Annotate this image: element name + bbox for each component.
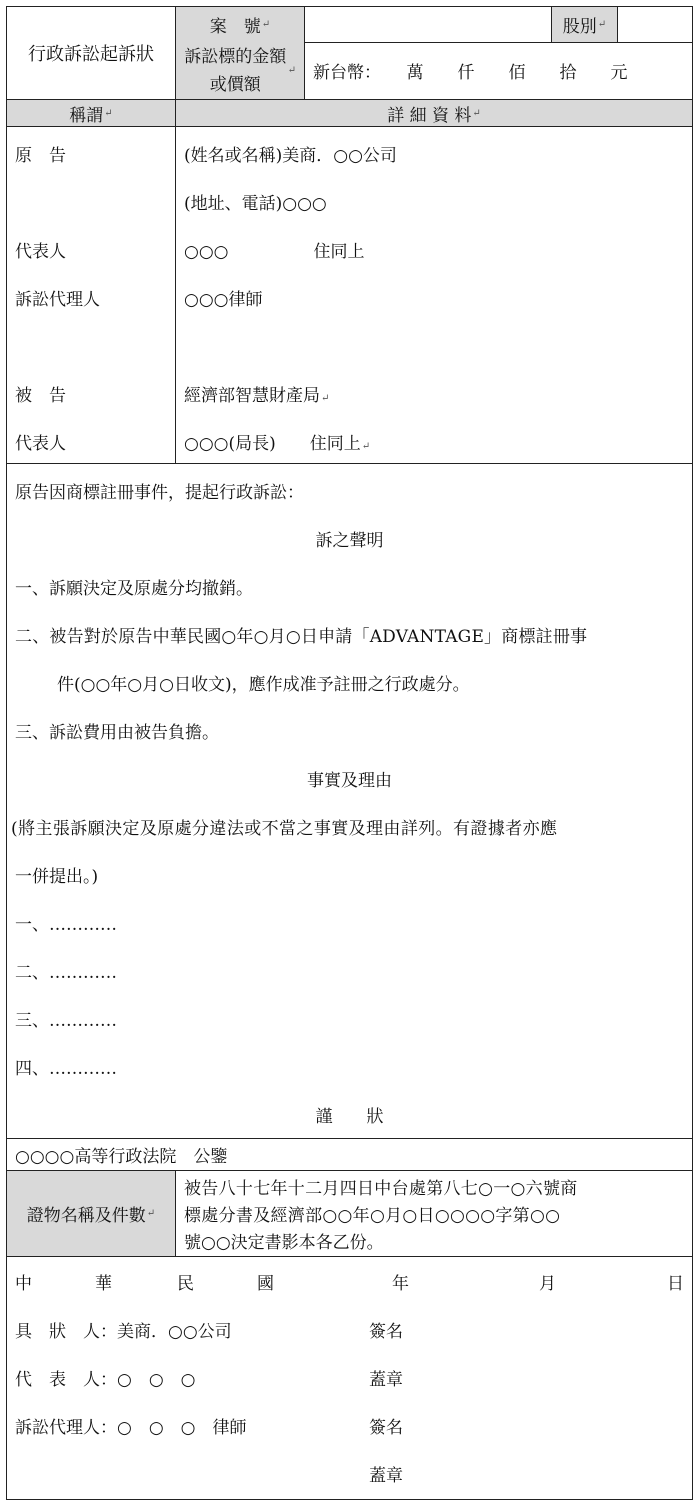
form-header [7,7,692,100]
case-number-field[interactable] [304,7,551,42]
fact-item-2: 二、………… [15,963,117,983]
defendant-rep-detail: ○○○(局長) 住同上↵ [184,434,371,454]
evidence-line-3: 號○○決定書影本各乙份。 [184,1233,384,1253]
claim-amount-label: 訴訟標的金額或價額 ↵ [176,42,304,99]
plaintiff-rep-detail: ○○○ 住同上 [184,242,365,262]
date-day: 日 [667,1274,684,1294]
signer-attorney-mark: 簽名 [369,1418,403,1438]
role-plaintiff: 原 告 [15,146,66,166]
signer-attorney: 訴訟代理人：○ ○ ○ 律師 [15,1418,247,1438]
date-year: 年 [392,1274,409,1294]
evidence-line-1: 被告八十七年十二月四日中台處第八七○一○六號商 [184,1179,578,1199]
date-min: 民 [177,1274,194,1294]
claims-heading: 訴之聲明 [315,531,384,551]
date-zh: 中 [15,1274,32,1294]
column-header [7,100,692,127]
date-guo: 國 [257,1274,274,1294]
date-month: 月 [539,1274,556,1294]
signer-rep: 代 表 人：○ ○ ○ [15,1370,196,1390]
signer-filer: 具 狀 人：美商．○○公司 [15,1322,232,1342]
fact-item-1: 一、………… [15,915,117,935]
claim-2: 二、被告對於原告中華民國○年○月○日申請「ADVANTAGE」商標註冊事 [15,627,588,647]
evidence-row [7,1171,692,1257]
evidence-line-2: 標處分書及經濟部○○年○月○日○○○○字第○○ [184,1206,561,1226]
title-column-heading: 稱謂 ↵ [69,105,113,126]
facts-note-1: (將主張訴願決定及原處分違法或不當之事實及理由詳列。有證據者亦應 [11,819,558,839]
claim-amount-value: 新台幣： 萬 仟 佰 拾 元 [304,42,692,99]
plaintiff-name: (姓名或名稱)美商．○○公司 [184,146,397,166]
division-field[interactable] [617,7,692,42]
details-column-heading: 詳 細 資 料 ↵ [175,100,692,126]
signer-rep-mark: 蓋章 [369,1370,403,1390]
signer-attorney-seal: 蓋章 [369,1466,403,1486]
facts-heading: 事實及理由 [307,771,392,791]
court-row [7,1139,692,1171]
form-title: 行政訴訟起訴狀 [28,44,154,65]
facts-note-2: 一併提出。) [15,867,99,887]
parties-section [7,127,692,464]
role-plaintiff-rep: 代表人 [15,242,66,262]
closing-text: 謹 狀 [315,1107,384,1127]
plaintiff-attorney-detail: ○○○律師 [184,290,263,310]
role-plaintiff-attorney: 訴訟代理人 [15,290,100,310]
court-name: ○○○○高等行政法院 公鑒 [15,1147,228,1167]
evidence-label: 證物名稱及件數 ↵ [7,1171,175,1256]
fact-item-4: 四、………… [15,1059,117,1079]
defendant-name: 經濟部智慧財產局↵ [184,386,330,406]
division-label: 股別 ↵ [551,7,617,42]
complaint-body [7,464,692,1139]
claim-2-cont: 件(○○年○月○日收文)，應作成准予註冊之行政處分。 [57,675,470,695]
signature-section [7,1257,692,1499]
date-hua: 華 [95,1274,112,1294]
role-defendant: 被 告 [15,386,66,406]
plaintiff-address: (地址、電話)○○○ [184,194,327,214]
case-number-label: 案 號 ↵ [176,7,304,42]
complaint-form [6,6,693,1500]
intro-text: 原告因商標註冊事件，提起行政訴訟： [15,483,304,503]
claim-3: 三、訴訟費用由被告負擔。 [15,723,219,743]
fact-item-3: 三、………… [15,1011,117,1031]
role-defendant-rep: 代表人 [15,434,66,454]
signer-filer-mark: 簽名 [369,1322,403,1342]
claim-1: 一、訴願決定及原處分均撤銷。 [15,579,253,599]
